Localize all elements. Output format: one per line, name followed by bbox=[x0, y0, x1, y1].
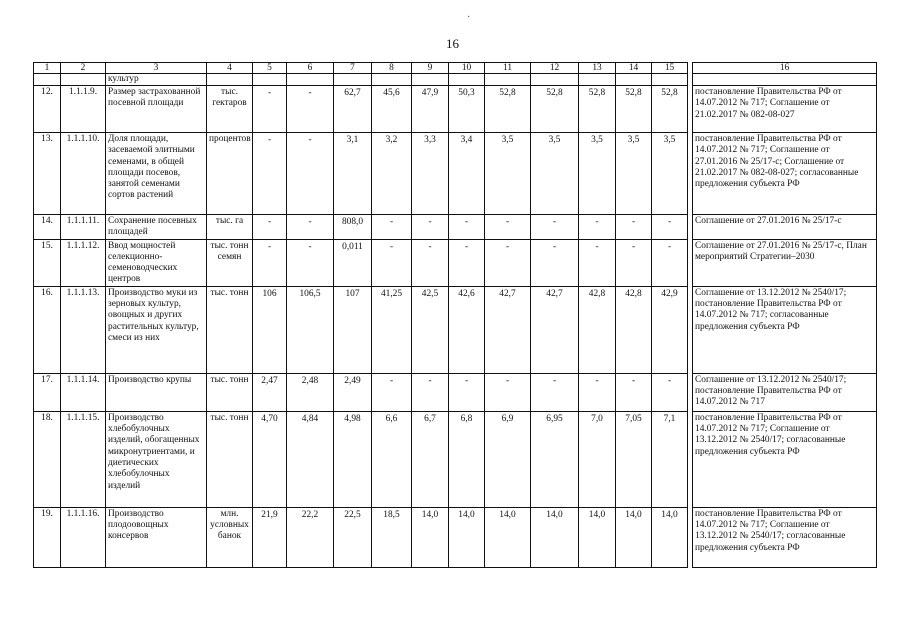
cell-empty bbox=[616, 74, 652, 86]
value-cell: 7,05 bbox=[616, 411, 652, 507]
value-cell: 6,8 bbox=[449, 411, 485, 507]
row-number: 14. bbox=[34, 215, 61, 240]
table-row bbox=[34, 411, 877, 507]
value-cell: 22,5 bbox=[334, 507, 372, 567]
value-cell: 52,8 bbox=[616, 86, 652, 133]
header-cell: 4 bbox=[207, 63, 253, 74]
value-cell: - bbox=[449, 215, 485, 240]
header-cell: 12 bbox=[531, 63, 579, 74]
table-row bbox=[34, 373, 877, 411]
row-number: 18. bbox=[34, 411, 61, 507]
cell-empty bbox=[693, 74, 877, 86]
value-cell: 3,5 bbox=[616, 133, 652, 215]
value-cell: 6,9 bbox=[485, 411, 531, 507]
unit-cell: тыс. тонн семян bbox=[207, 239, 253, 286]
basis-cell: постановление Правительства РФ от 14.07.2012 № 717; Соглашение от 13.12.2012 № 2540/17; согласованные предложения субъекта РФ bbox=[693, 507, 877, 567]
value-cell: - bbox=[579, 373, 616, 411]
value-cell: - bbox=[616, 215, 652, 240]
cell-empty bbox=[652, 74, 688, 86]
value-cell: 14,0 bbox=[652, 507, 688, 567]
value-cell: - bbox=[652, 239, 688, 286]
indicator-code: 1.1.1.11. bbox=[61, 215, 106, 240]
value-cell: - bbox=[412, 239, 449, 286]
value-cell: 42,6 bbox=[449, 286, 485, 373]
basis-cell: постановление Правительства РФ от 14.07.2012 № 717; Соглашение от 21.02.2017 № 082-08-027 bbox=[693, 86, 877, 133]
cell-empty bbox=[61, 74, 106, 86]
indicator-code: 1.1.1.13. bbox=[61, 286, 106, 373]
indicator-name: Ввод мощностей селекционно-семеноводческих центров bbox=[106, 239, 207, 286]
value-cell: 21,9 bbox=[253, 507, 287, 567]
value-cell: 3,5 bbox=[531, 133, 579, 215]
value-cell: 42,5 bbox=[412, 286, 449, 373]
value-cell: - bbox=[253, 133, 287, 215]
value-cell: - bbox=[253, 86, 287, 133]
cell-empty bbox=[372, 74, 412, 86]
row-number: 15. bbox=[34, 239, 61, 286]
header-row bbox=[34, 63, 877, 74]
value-cell: 45,6 bbox=[372, 86, 412, 133]
table-row bbox=[34, 239, 877, 286]
table-row bbox=[34, 507, 877, 567]
value-cell: 7,0 bbox=[579, 411, 616, 507]
value-cell: 42,8 bbox=[616, 286, 652, 373]
value-cell: 14,0 bbox=[616, 507, 652, 567]
value-cell: - bbox=[253, 215, 287, 240]
value-cell: 808,0 bbox=[334, 215, 372, 240]
value-cell: - bbox=[253, 239, 287, 286]
value-cell: 107 bbox=[334, 286, 372, 373]
value-cell: 3,4 bbox=[449, 133, 485, 215]
value-cell: 3,1 bbox=[334, 133, 372, 215]
header-cell: 9 bbox=[412, 63, 449, 74]
value-cell: 4,84 bbox=[287, 411, 334, 507]
unit-cell: тыс. тонн bbox=[207, 411, 253, 507]
basis-cell: Соглашение от 27.01.2016 № 25/17-с, План мероприятий Стратегии–2030 bbox=[693, 239, 877, 286]
indicator-code: 1.1.1.9. bbox=[61, 86, 106, 133]
value-cell: 14,0 bbox=[579, 507, 616, 567]
row-number: 16. bbox=[34, 286, 61, 373]
table-row bbox=[34, 133, 877, 215]
unit-cell: тыс. гектаров bbox=[207, 86, 253, 133]
table-row bbox=[34, 286, 877, 373]
page-number: 16 bbox=[446, 36, 459, 51]
value-cell: 3,5 bbox=[485, 133, 531, 215]
value-cell: - bbox=[616, 373, 652, 411]
continuation-name: культур bbox=[106, 74, 207, 86]
indicators-table bbox=[33, 62, 877, 568]
value-cell: 41,25 bbox=[372, 286, 412, 373]
value-cell: 4,98 bbox=[334, 411, 372, 507]
value-cell: 7,1 bbox=[652, 411, 688, 507]
unit-cell: тыс. тонн bbox=[207, 373, 253, 411]
value-cell: - bbox=[531, 239, 579, 286]
value-cell: 2,49 bbox=[334, 373, 372, 411]
header-cell: 11 bbox=[485, 63, 531, 74]
value-cell: 50,3 bbox=[449, 86, 485, 133]
value-cell: 14,0 bbox=[531, 507, 579, 567]
header-cell: 14 bbox=[616, 63, 652, 74]
row-number: 12. bbox=[34, 86, 61, 133]
value-cell: - bbox=[579, 239, 616, 286]
indicator-name: Сохранение посевных площадей bbox=[106, 215, 207, 240]
row-number: 13. bbox=[34, 133, 61, 215]
header-cell: 1 bbox=[34, 63, 61, 74]
value-cell: - bbox=[485, 373, 531, 411]
value-cell: - bbox=[616, 239, 652, 286]
cell-empty bbox=[531, 74, 579, 86]
value-cell: 2,47 bbox=[253, 373, 287, 411]
value-cell: - bbox=[287, 86, 334, 133]
value-cell: - bbox=[412, 373, 449, 411]
value-cell: 106 bbox=[253, 286, 287, 373]
cell-empty bbox=[34, 74, 61, 86]
unit-cell: млн. условных банок bbox=[207, 507, 253, 567]
value-cell: 42,9 bbox=[652, 286, 688, 373]
basis-cell: Соглашение от 27.01.2016 № 25/17-с bbox=[693, 215, 877, 240]
unit-cell: процентов bbox=[207, 133, 253, 215]
value-cell: 42,7 bbox=[531, 286, 579, 373]
header-cell: 15 bbox=[652, 63, 688, 74]
unit-cell: тыс. га bbox=[207, 215, 253, 240]
value-cell: 18,5 bbox=[372, 507, 412, 567]
value-cell: - bbox=[531, 215, 579, 240]
cell-empty bbox=[412, 74, 449, 86]
header-cell: 2 bbox=[61, 63, 106, 74]
cell-empty bbox=[334, 74, 372, 86]
header-cell: 6 bbox=[287, 63, 334, 74]
indicator-name: Размер застрахованной посевной площади bbox=[106, 86, 207, 133]
value-cell: 14,0 bbox=[449, 507, 485, 567]
value-cell: - bbox=[372, 215, 412, 240]
basis-cell: постановление Правительства РФ от 14.07.2012 № 717; Соглашение от 13.12.2012 № 2540/17; согласованные предложения субъекта РФ bbox=[693, 411, 877, 507]
value-cell: 3,3 bbox=[412, 133, 449, 215]
value-cell: - bbox=[485, 239, 531, 286]
indicator-name: Производство плодоовощных консервов bbox=[106, 507, 207, 567]
value-cell: 52,8 bbox=[579, 86, 616, 133]
value-cell: - bbox=[287, 215, 334, 240]
basis-cell: Соглашение от 13.12.2012 № 2540/17; постановление Правительства РФ от 14.07.2012 № 717; согласованные предложения субъекта РФ bbox=[693, 286, 877, 373]
value-cell: - bbox=[652, 373, 688, 411]
value-cell: - bbox=[449, 239, 485, 286]
value-cell: - bbox=[579, 215, 616, 240]
unit-cell: тыс. тонн bbox=[207, 286, 253, 373]
indicator-code: 1.1.1.10. bbox=[61, 133, 106, 215]
cell-empty bbox=[579, 74, 616, 86]
indicator-name: Производство крупы bbox=[106, 373, 207, 411]
value-cell: 42,8 bbox=[579, 286, 616, 373]
indicator-code: 1.1.1.15. bbox=[61, 411, 106, 507]
header-cell: 5 bbox=[253, 63, 287, 74]
table-row bbox=[34, 215, 877, 240]
row-number: 17. bbox=[34, 373, 61, 411]
cell-empty bbox=[207, 74, 253, 86]
value-cell: - bbox=[372, 373, 412, 411]
header-cell: 3 bbox=[106, 63, 207, 74]
value-cell: 3,5 bbox=[652, 133, 688, 215]
value-cell: - bbox=[372, 239, 412, 286]
indicator-code: 1.1.1.12. bbox=[61, 239, 106, 286]
basis-cell: постановление Правительства РФ от 14.07.2012 № 717; Соглашение от 27.01.2016 № 25/17-с; Соглашение от 21.02.2017 № 082-08-027; согласованные предложения субъекта РФ bbox=[693, 133, 877, 215]
basis-cell: Соглашение от 13.12.2012 № 2540/17; постановление Правительства РФ от 14.07.2012 № 717 bbox=[693, 373, 877, 411]
value-cell: - bbox=[485, 215, 531, 240]
header-cell: 16 bbox=[693, 63, 877, 74]
indicator-name: Производство хлебобулочных изделий, обогащенных микронутриентами, и диетических хлебобулочных изделий bbox=[106, 411, 207, 507]
indicator-name: Доля площади, засеваемой элитными семенами, в общей площади посевов, занятой семенами сортов растений bbox=[106, 133, 207, 215]
cell-empty bbox=[449, 74, 485, 86]
value-cell: 3,2 bbox=[372, 133, 412, 215]
indicator-name: Производство муки из зерновых культур, овощных и других растительных культур, смеси из них bbox=[106, 286, 207, 373]
value-cell: 6,95 bbox=[531, 411, 579, 507]
value-cell: 52,8 bbox=[531, 86, 579, 133]
value-cell: - bbox=[287, 133, 334, 215]
value-cell: 3,5 bbox=[579, 133, 616, 215]
value-cell: 6,7 bbox=[412, 411, 449, 507]
value-cell: - bbox=[449, 373, 485, 411]
value-cell: - bbox=[531, 373, 579, 411]
value-cell: 14,0 bbox=[485, 507, 531, 567]
cell-empty bbox=[287, 74, 334, 86]
indicator-code: 1.1.1.16. bbox=[61, 507, 106, 567]
scan-dot: · bbox=[467, 12, 471, 23]
cell-empty bbox=[485, 74, 531, 86]
value-cell: - bbox=[287, 239, 334, 286]
row-number: 19. bbox=[34, 507, 61, 567]
value-cell: 0,011 bbox=[334, 239, 372, 286]
value-cell: 106,5 bbox=[287, 286, 334, 373]
header-cell: 13 bbox=[579, 63, 616, 74]
value-cell: - bbox=[652, 215, 688, 240]
value-cell: 47,9 bbox=[412, 86, 449, 133]
value-cell: 4,70 bbox=[253, 411, 287, 507]
value-cell: 42,7 bbox=[485, 286, 531, 373]
value-cell: 52,8 bbox=[485, 86, 531, 133]
value-cell: - bbox=[412, 215, 449, 240]
value-cell: 52,8 bbox=[652, 86, 688, 133]
value-cell: 62,7 bbox=[334, 86, 372, 133]
cell-empty bbox=[253, 74, 287, 86]
value-cell: 6,6 bbox=[372, 411, 412, 507]
table-row bbox=[34, 86, 877, 133]
indicator-code: 1.1.1.14. bbox=[61, 373, 106, 411]
value-cell: 22,2 bbox=[287, 507, 334, 567]
value-cell: 2,48 bbox=[287, 373, 334, 411]
header-cell: 10 bbox=[449, 63, 485, 74]
header-cell: 7 bbox=[334, 63, 372, 74]
continuation-row bbox=[34, 74, 877, 86]
header-cell: 8 bbox=[372, 63, 412, 74]
value-cell: 14,0 bbox=[412, 507, 449, 567]
